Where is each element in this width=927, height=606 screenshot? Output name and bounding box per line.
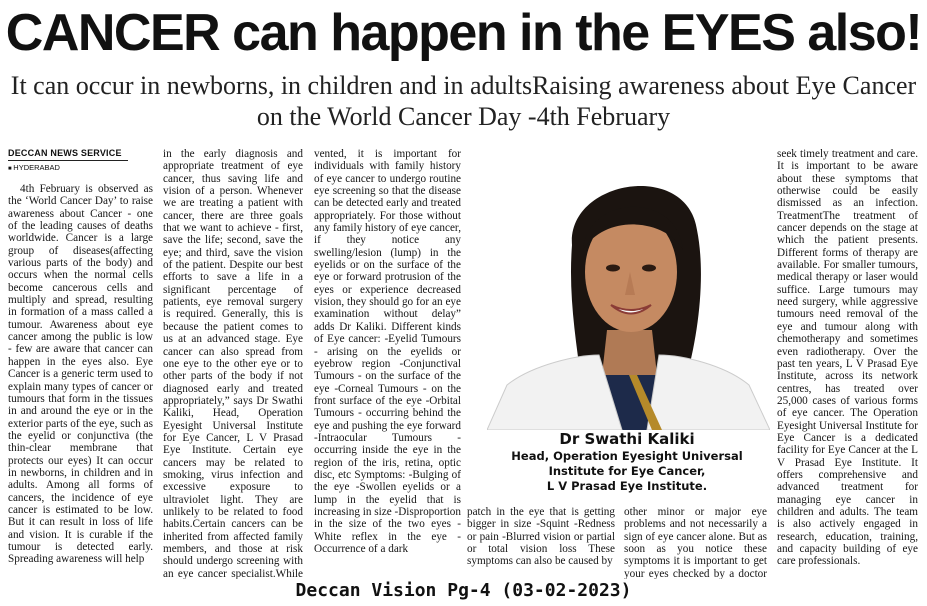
column-4-text: patch in the eye that is getting bigger in size -Squint -Redness or pain -Blurred vision or partial or total vision loss These symptoms can also be caused by	[467, 506, 615, 568]
caption-title-line-1: Head, Operation Eyesight Universal	[511, 449, 743, 463]
article-column-6	[777, 148, 918, 579]
column-2-text: in the early diagnosis and appropriate treatment of eye cancer, thus saving life and vision of a person. Whenever we are treating a patient with cancer, there are three goals that we want to achieve - first, save the life; second, save the eye; and third, save the vision of the patient. Despite our best efforts to save a life in a significant percentage of patients, eye removal surgery is required. Generally, this is because the patient comes to us at an advanced stage. Eye cancer can also spread from one eye to the other eye or to other parts of the body if not diagnosed early and treated appropriately,” says Dr Swathi Kaliki, Head, Operation Eyesight Universal Institute for Eye Cancer, L V Prasad Eye Institute. Certain eye cancers may be related to smoking, virus infection and excessive exposure to ultraviolet light. They are unlikely to be related to food habits.Certain cancers can be inherited from affected family members, and those at risk should undergo screening with an eye cancer specialist.While	[163, 148, 303, 579]
subheadline-line2: on the World Cancer Day -4th February	[256, 102, 671, 131]
column-1-text: 4th February is observed as the ‘World Cancer Day’ to raise awareness about Cancer - one of the leading causes of deaths worldwide. Cancer is a large group of diseases(affecting various parts of the body) and occurs when the normal cells become cancerous cells and multiply and spread, resulting in formation of a mass called a tumour. Awareness about eye cancer among the public is low - few are aware that cancer can happen in the eyes also. Eye Cancer is a generic term used to explain many types of cancer or tumours that form in the tissues in and around the eye or in the exterior parts of the eye, such as the eyelid or conjunctiva (the thin-clear membrane that protects our eyes) It can occur in newborns, in children and in adults. Among all forms of cancers, the incidence of eye cancer is estimated to be low. But it can result in loss of life and vision. It is curable if the tumour is detected early. Spreading awareness will help	[8, 183, 153, 566]
caption-title-line-3: L V Prasad Eye Institute.	[546, 479, 708, 493]
headline: CANCER can happen in the EYES also!	[5, 4, 922, 62]
subheadline	[10, 70, 917, 132]
portrait-illustration	[487, 150, 770, 430]
portrait-photo	[487, 150, 770, 430]
byline-divider	[8, 160, 128, 161]
footer-page-credit: Deccan Vision Pg-4 (03-02-2023)	[295, 580, 632, 601]
article-column-1	[8, 183, 153, 579]
byline	[8, 148, 128, 172]
article-column-5	[624, 506, 767, 579]
photo-caption	[467, 430, 787, 494]
column-6-text: seek timely treatment and care. It is important to be aware about these symptoms that otherwise could be easily dismissed as an infection. TreatmentThe treatment of cancer depends on the stage at which the patient presents. Different forms of therapy are available. For smaller tumours, medical therapy or laser would suffice. Large tumours may need surgery, while aggressive tumours need removal of the eye and tumour along with chemotherapy and sometimes even radiotherapy. Over the past ten years, L V Prasad Eye Institute, across its network centres, has treated over 25,000 cases of various forms of eye cancer. The Operation Eyesight Universal Institute for Eye Cancer is a dedicated facility for Eye Cancer at the L V Prasad Eye Institute. It offers comprehensive and advanced treatment for managing eye cancer in children and adults. The team is also actively engaged in research, education, training, and capacity building of eye care professionals.	[777, 148, 918, 568]
caption-name: Dr Swathi Kaliki	[559, 430, 695, 448]
article-column-2	[163, 148, 303, 579]
subheadline-line1: It can occur in newborns, in children and in adultsRaising awareness about Eye Cancer	[10, 71, 917, 100]
byline-agency: DECCAN NEWS SERVICE	[8, 148, 122, 158]
caption-title-line-2: Institute for Eye Cancer,	[548, 464, 706, 478]
byline-city: ■ HYDERABAD	[8, 163, 128, 172]
article-column-3	[314, 148, 461, 579]
article-column-4	[467, 506, 615, 579]
column-3-text: vented, it is important for individuals with family history of eye cancer to undergo routine eye screening so that the disease can be detected early and treated appropriately. For those without any family history of eye cancer, if they notice any swelling/lesion (lump) in the eyelids or on the surface of the eye or forward protrusion of the eyes or experience decreased vision, they should go for an eye examination without delay” adds Dr Kaliki. Different kinds of Eye cancer: -Eyelid Tumours - arising on the eyelids or eyebrow region -Conjunctival Tumours - on the surface of the eye -Corneal Tumours - on the front surface of the eye -Orbital Tumours - occurring behind the eye and pushing the eye forward -Intraocular Tumours - occurring inside the eye in the region of the iris, retina, optic disc, etc Symptoms: -Bulging of the eye -Swollen eyelids or a lump in the eyelid that is increasing in size -Disproportion in the size of the two eyes -White reflex in the eye -Occurrence of a dark	[314, 148, 461, 555]
column-5-text: other minor or major eye problems and not necessarily a sign of eye cancer alone. But as soon as you notice these symptoms it is important to get your eyes checked by a doctor	[624, 506, 767, 579]
